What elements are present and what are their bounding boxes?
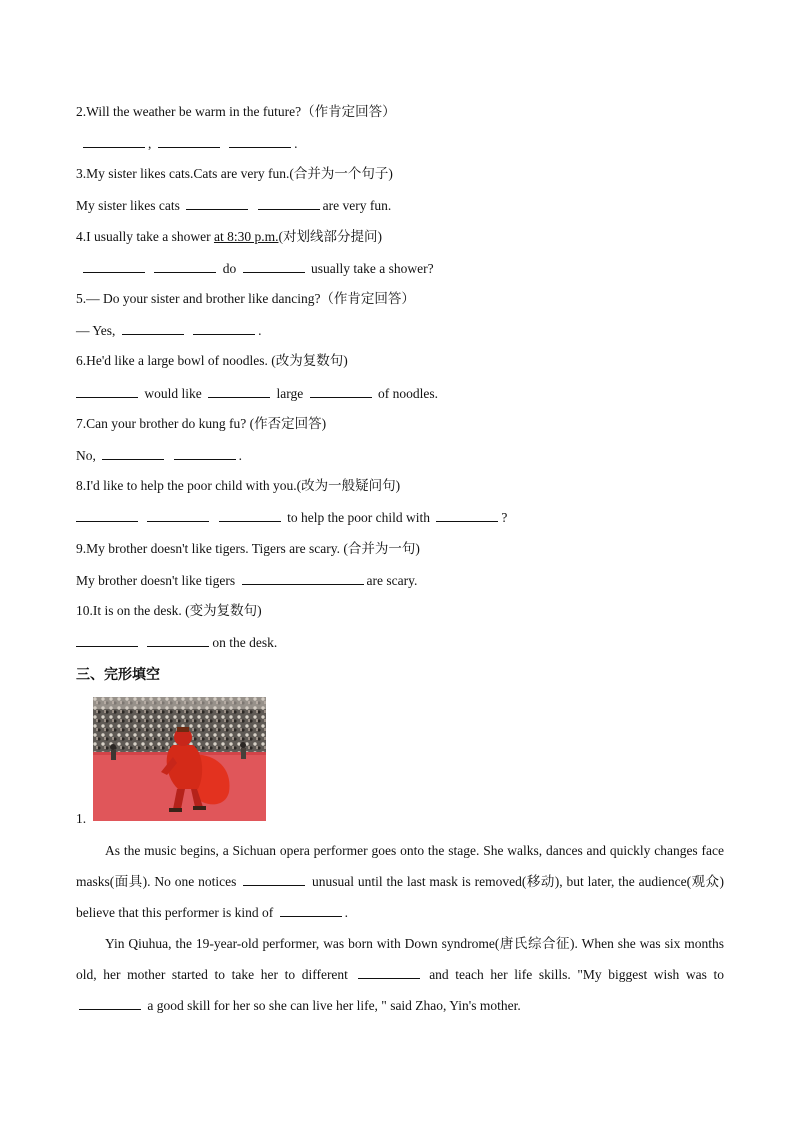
- question-8-stem: 8.I'd like to help the poor child with you.(改为一般疑问句): [76, 478, 401, 493]
- question-5-answer: — Yes, .: [76, 323, 262, 338]
- answer-blank[interactable]: [436, 508, 498, 522]
- answer-blank[interactable]: [122, 321, 184, 335]
- question-10-answer: on the desk.: [76, 633, 277, 652]
- answer-blank[interactable]: [154, 259, 216, 273]
- answer-blank[interactable]: [76, 633, 138, 647]
- answer-blank[interactable]: [229, 134, 291, 148]
- question-3-answer: My sister likes cats are very fun.: [76, 198, 392, 213]
- question-7-stem: 7.Can your brother do kung fu? (作否定回答): [76, 416, 327, 431]
- section-heading: 三、完形填空: [76, 667, 160, 683]
- underlined-phrase: at 8:30 p.m.: [213, 229, 279, 244]
- item-number: 1.: [76, 811, 87, 826]
- answer-blank[interactable]: [219, 508, 281, 522]
- question-5-stem: 5.— Do your sister and brother like dancing?（作肯定回答）: [76, 291, 415, 306]
- question-3-stem: 3.My sister likes cats.Cats are very fun.(合并为一个句子): [76, 166, 393, 181]
- question-2-stem: 2.Will the weather be warm in the future?（作肯定回答）: [76, 104, 396, 119]
- question-9-stem: 9.My brother doesn't like tigers. Tigers are scary. (合并为一句): [76, 541, 420, 556]
- answer-blank[interactable]: [102, 446, 164, 460]
- cloze-blank[interactable]: [79, 996, 141, 1010]
- answer-blank[interactable]: [193, 321, 255, 335]
- question-4-stem: 4.I usually take a shower at 8:30 p.m.(对划线部分提问): [76, 229, 382, 244]
- answer-blank[interactable]: [147, 633, 209, 647]
- question-6-answer: would like large of noodles.: [76, 384, 438, 403]
- opera-performer-photo: [93, 697, 266, 821]
- answer-blank[interactable]: [258, 196, 320, 210]
- cloze-blank[interactable]: [243, 872, 305, 886]
- answer-blank[interactable]: [174, 446, 236, 460]
- question-8-answer: to help the poor child with ?: [76, 508, 507, 527]
- passage-paragraph-2: Yin Qiuhua, the 19-year-old performer, was born with Down syndrome(唐氏综合征). When she was six months old, her mother started to take her to different and teach her life skills. "My biggest wish was to a good skill for her so she can live her life, " said Zhao, Yin's mother.: [76, 936, 725, 1013]
- question-6-stem: 6.He'd like a large bowl of noodles. (改为复数句): [76, 353, 348, 368]
- passage-paragraph-1: As the music begins, a Sichuan opera performer goes onto the stage. She walks, dances and quickly changes face masks(面具). No one notices unusual until the last mask is removed(移动), but later, the audience(观众) believe that this performer is kind of .: [76, 843, 725, 920]
- answer-blank[interactable]: [147, 508, 209, 522]
- answer-blank[interactable]: [76, 384, 138, 398]
- question-10-stem: 10.It is on the desk. (变为复数句): [76, 603, 262, 618]
- answer-blank[interactable]: [243, 259, 305, 273]
- answer-blank[interactable]: [186, 196, 248, 210]
- answer-blank[interactable]: [208, 384, 270, 398]
- question-7-answer: No, .: [76, 448, 242, 463]
- answer-blank[interactable]: [310, 384, 372, 398]
- question-4-answer: do usually take a shower?: [80, 259, 434, 278]
- answer-blank[interactable]: [242, 571, 364, 585]
- answer-blank[interactable]: [158, 134, 220, 148]
- answer-blank[interactable]: [83, 134, 145, 148]
- cloze-blank[interactable]: [358, 965, 420, 979]
- question-9-answer: My brother doesn't like tigers are scary.: [76, 573, 418, 588]
- question-2-answer: , .: [80, 134, 298, 153]
- answer-blank[interactable]: [83, 259, 145, 273]
- answer-blank[interactable]: [76, 508, 138, 522]
- cloze-blank[interactable]: [280, 903, 342, 917]
